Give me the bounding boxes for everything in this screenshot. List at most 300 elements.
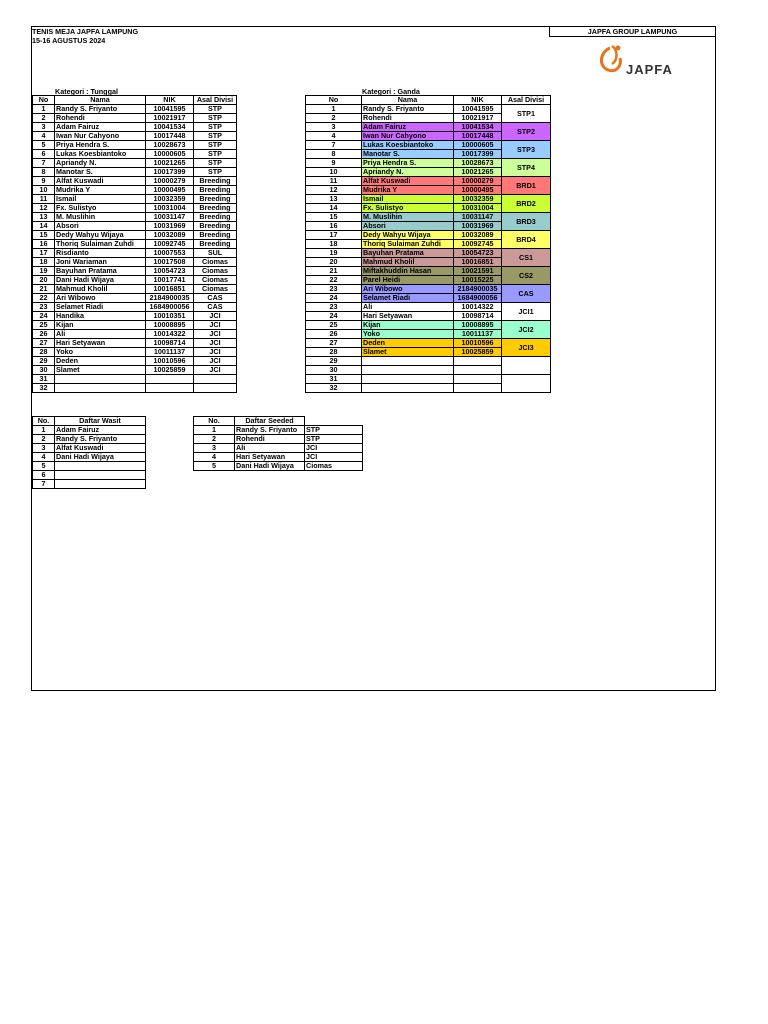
cell-wasit: Alfat Kuswadi (55, 444, 146, 453)
cell-divisi: STP (305, 426, 363, 435)
cell-nik: 10000605 (454, 141, 502, 150)
team-label: STP1 (502, 105, 551, 123)
cell-no: 30 (306, 366, 362, 375)
table-row (33, 177, 237, 186)
cell-no: 11 (306, 177, 362, 186)
cell-nik: 10041595 (454, 105, 502, 114)
cell-nama: Lukas Koesbiantoko (55, 150, 146, 159)
cell-nik: 10016851 (454, 258, 502, 267)
cell-no: 7 (306, 141, 362, 150)
cell-no: 26 (306, 330, 362, 339)
cell-nik: 10041534 (146, 123, 194, 132)
cell-no: 22 (306, 276, 362, 285)
cell-nik: 1684900056 (146, 303, 194, 312)
table-row (33, 123, 237, 132)
cell-nama: Mudrika Y (362, 186, 454, 195)
cell-nik: 10032089 (146, 231, 194, 240)
cell-no: 4 (33, 453, 55, 462)
cell-divisi: Ciomas (194, 267, 237, 276)
cell-no: 1 (33, 426, 55, 435)
cell-no: 27 (33, 339, 55, 348)
cell-nik: 10010351 (146, 312, 194, 321)
table-row (33, 462, 146, 471)
cell-no: 3 (306, 123, 362, 132)
cell-divisi: JCI (194, 339, 237, 348)
col-no: No (306, 96, 362, 105)
cell-nik: 10098714 (454, 312, 502, 321)
cell-nama: Adam Fairuz (362, 123, 454, 132)
cell-nik: 10000495 (146, 186, 194, 195)
cell-nik: 10011137 (454, 330, 502, 339)
table-row (33, 426, 146, 435)
cell-nama: Absori (55, 222, 146, 231)
cell-divisi: STP (305, 435, 363, 444)
cell-nama (55, 375, 146, 384)
cell-no: 25 (306, 321, 362, 330)
cell-divisi: JCI (194, 366, 237, 375)
cell-nama: Randy S. Friyanto (55, 105, 146, 114)
cell-no: 19 (306, 249, 362, 258)
table-row (33, 150, 237, 159)
col-no: No. (194, 417, 235, 426)
cell-nama: Slamet (55, 366, 146, 375)
cell-divisi: STP (194, 150, 237, 159)
table-row (33, 159, 237, 168)
cell-divisi: Breeding (194, 240, 237, 249)
table-row (33, 375, 237, 384)
cell-no: 2 (194, 435, 235, 444)
cell-nama: Apriandy N. (55, 159, 146, 168)
cell-no: 2 (306, 114, 362, 123)
table-row (33, 132, 237, 141)
table-row (306, 159, 551, 168)
cell-divisi: Breeding (194, 195, 237, 204)
table-row (33, 384, 237, 393)
singles-category: Kategori : Tunggal (55, 87, 118, 96)
cell-no: 7 (33, 480, 55, 489)
table-row (33, 249, 237, 258)
team-label: BRD3 (502, 213, 551, 231)
table-row (33, 222, 237, 231)
cell-nik: 10031969 (454, 222, 502, 231)
table-row (33, 195, 237, 204)
cell-no: 12 (306, 186, 362, 195)
cell-no: 1 (306, 105, 362, 114)
table-row (194, 426, 363, 435)
cell-divisi: Ciomas (194, 285, 237, 294)
cell-no: 6 (33, 471, 55, 480)
cell-no: 15 (306, 213, 362, 222)
cell-no: 24 (33, 312, 55, 321)
cell-no: 29 (306, 357, 362, 366)
cell-nik: 2184900035 (454, 285, 502, 294)
event-date: 15-16 AGUSTUS 2024 (32, 36, 106, 45)
doubles-header-row (306, 96, 551, 105)
cell-nama: Bayuhan Pratama (55, 267, 146, 276)
table-row (33, 213, 237, 222)
cell-nama: Alfat Kuswadi (55, 177, 146, 186)
table-row (33, 330, 237, 339)
cell-nama: Rohendi (55, 114, 146, 123)
cell-nama: Absori (362, 222, 454, 231)
cell-nama: Mahmud Kholil (55, 285, 146, 294)
cell-divisi: JCI (305, 444, 363, 453)
cell-divisi: JCI (194, 321, 237, 330)
cell-nik (454, 384, 502, 393)
team-label: BRD4 (502, 231, 551, 249)
table-row (306, 375, 551, 384)
cell-divisi: JCI (305, 453, 363, 462)
cell-divisi (194, 384, 237, 393)
cell-nik: 10092745 (454, 240, 502, 249)
cell-wasit: Dani Hadi Wijaya (55, 453, 146, 462)
cell-divisi: STP (194, 132, 237, 141)
cell-nik: 10098714 (146, 339, 194, 348)
cell-no: 25 (33, 321, 55, 330)
table-row (33, 303, 237, 312)
cell-nik: 10017448 (146, 132, 194, 141)
cell-nik: 10007553 (146, 249, 194, 258)
event-title: TENIS MEJA JAPFA LAMPUNG (32, 27, 139, 36)
cell-nama: Ali (55, 330, 146, 339)
cell-nik: 10016851 (146, 285, 194, 294)
cell-nik: 10054723 (146, 267, 194, 276)
cell-nik (146, 375, 194, 384)
cell-nik: 10021917 (146, 114, 194, 123)
wasit-header-row (33, 417, 146, 426)
table-row (33, 276, 237, 285)
table-row (306, 123, 551, 132)
cell-no: 17 (33, 249, 55, 258)
cell-nik: 2184900035 (146, 294, 194, 303)
team-label: CS2 (502, 267, 551, 285)
table-row (306, 339, 551, 348)
cell-nik: 10015225 (454, 276, 502, 285)
seeded-header-row (194, 417, 363, 426)
cell-divisi: Breeding (194, 186, 237, 195)
cell-nik: 10000605 (146, 150, 194, 159)
table-row (33, 357, 237, 366)
cell-no: 28 (306, 348, 362, 357)
cell-no: 4 (194, 453, 235, 462)
cell-nik: 10031004 (146, 204, 194, 213)
col-nama: Nama (55, 96, 146, 105)
cell-nama: Dedy Wahyu Wijaya (55, 231, 146, 240)
table-row (33, 339, 237, 348)
table-row (33, 435, 146, 444)
cell-seeded: Dani Hadi Wijaya (235, 462, 305, 471)
cell-no: 10 (306, 168, 362, 177)
cell-nik: 10017508 (146, 258, 194, 267)
table-row (306, 267, 551, 276)
cell-nik: 10000279 (454, 177, 502, 186)
cell-no: 19 (33, 267, 55, 276)
cell-nama: Rohendi (362, 114, 454, 123)
cell-nik: 10028673 (146, 141, 194, 150)
table-row (194, 444, 363, 453)
cell-divisi: Ciomas (194, 258, 237, 267)
team-label: BRD1 (502, 177, 551, 195)
wasit-table (32, 416, 146, 489)
table-row (306, 285, 551, 294)
cell-nik: 10028673 (454, 159, 502, 168)
cell-nama: Priya Hendra S. (362, 159, 454, 168)
cell-no: 15 (33, 231, 55, 240)
cell-nik (454, 366, 502, 375)
cell-no: 1 (33, 105, 55, 114)
team-label (502, 375, 551, 393)
cell-nama: Dedy Wahyu Wijaya (362, 231, 454, 240)
cell-nama: Fx. Sulistyo (55, 204, 146, 213)
table-row (33, 231, 237, 240)
cell-nama: Fx. Sulistyo (362, 204, 454, 213)
team-label: CAS (502, 285, 551, 303)
cell-nama: Yoko (55, 348, 146, 357)
cell-no: 20 (33, 276, 55, 285)
cell-divisi: Breeding (194, 222, 237, 231)
seeded-table (193, 416, 363, 471)
table-row (306, 105, 551, 114)
cell-divisi: STP (194, 123, 237, 132)
cell-nik: 10031147 (146, 213, 194, 222)
cell-no: 28 (33, 348, 55, 357)
cell-wasit (55, 480, 146, 489)
cell-no: 30 (33, 366, 55, 375)
cell-nama (362, 366, 454, 375)
cell-divisi: SUL (194, 249, 237, 258)
cell-no: 5 (33, 462, 55, 471)
cell-nik: 10041534 (454, 123, 502, 132)
table-row (33, 204, 237, 213)
col-wasit: Daftar Wasit (55, 417, 146, 426)
table-row (306, 303, 551, 312)
col-no: No. (33, 417, 55, 426)
cell-no: 13 (306, 195, 362, 204)
cell-nik: 10032359 (146, 195, 194, 204)
cell-no: 31 (33, 375, 55, 384)
cell-nama: Thoriq Sulaiman Zuhdi (362, 240, 454, 249)
cell-nama: Dani Hadi Wijaya (55, 276, 146, 285)
cell-nama: Manotar S. (362, 150, 454, 159)
cell-no: 3 (194, 444, 235, 453)
team-label: STP2 (502, 123, 551, 141)
cell-no: 14 (306, 204, 362, 213)
cell-nik: 10021591 (454, 267, 502, 276)
table-row (33, 267, 237, 276)
table-row (33, 294, 237, 303)
table-row (306, 213, 551, 222)
cell-divisi: JCI (194, 330, 237, 339)
cell-nama: Kijan (362, 321, 454, 330)
cell-no: 1 (194, 426, 235, 435)
cell-nik: 10014322 (454, 303, 502, 312)
cell-no: 24 (306, 294, 362, 303)
cell-nik: 10017741 (146, 276, 194, 285)
table-row (194, 435, 363, 444)
cell-nik: 10032359 (454, 195, 502, 204)
cell-no: 32 (306, 384, 362, 393)
cell-no: 3 (33, 444, 55, 453)
cell-seeded: Rohendi (235, 435, 305, 444)
doubles-category: Kategori : Ganda (362, 87, 420, 96)
col-no: No (33, 96, 55, 105)
cell-divisi: STP (194, 168, 237, 177)
cell-wasit (55, 462, 146, 471)
col-nama: Nama (362, 96, 454, 105)
cell-divisi: JCI (194, 312, 237, 321)
col-seeded: Daftar Seeded (235, 417, 305, 426)
cell-nama (55, 384, 146, 393)
cell-divisi: STP (194, 141, 237, 150)
table-row (33, 453, 146, 462)
cell-nik: 10025859 (146, 366, 194, 375)
cell-no: 16 (306, 222, 362, 231)
cell-divisi: Breeding (194, 231, 237, 240)
cell-nik: 10031004 (454, 204, 502, 213)
team-label: JCI1 (502, 303, 551, 321)
cell-nama: Hari Setyawan (362, 312, 454, 321)
table-row (33, 348, 237, 357)
team-label: STP4 (502, 159, 551, 177)
cell-seeded: Randy S. Friyanto (235, 426, 305, 435)
cell-divisi: STP (194, 114, 237, 123)
cell-nama: Randy S. Friyanto (362, 105, 454, 114)
table-row (33, 321, 237, 330)
table-row (306, 357, 551, 366)
cell-no: 23 (306, 285, 362, 294)
cell-nama: Selamet Riadi (362, 294, 454, 303)
cell-divisi: STP (194, 105, 237, 114)
singles-table (32, 95, 237, 393)
cell-nik: 10000495 (454, 186, 502, 195)
cell-nama: Bayuhan Pratama (362, 249, 454, 258)
cell-no: 9 (33, 177, 55, 186)
cell-nik: 10025859 (454, 348, 502, 357)
cell-divisi: CAS (194, 294, 237, 303)
cell-nama: Risdianto (55, 249, 146, 258)
team-label (502, 357, 551, 375)
cell-no: 24 (306, 312, 362, 321)
japfa-logo (596, 40, 686, 80)
cell-wasit: Randy S. Friyanto (55, 435, 146, 444)
cell-nik: 10021265 (454, 168, 502, 177)
cell-no: 23 (306, 303, 362, 312)
cell-no: 4 (306, 132, 362, 141)
cell-no: 29 (33, 357, 55, 366)
cell-no: 11 (33, 195, 55, 204)
table-row (33, 258, 237, 267)
doubles-table (305, 95, 551, 393)
table-row (33, 312, 237, 321)
table-row (33, 186, 237, 195)
cell-nama (362, 357, 454, 366)
cell-no: 10 (33, 186, 55, 195)
cell-nama: Kijan (55, 321, 146, 330)
cell-nik: 10008895 (146, 321, 194, 330)
cell-no: 14 (33, 222, 55, 231)
cell-nama: Ali (362, 303, 454, 312)
cell-nama: Priya Hendra S. (55, 141, 146, 150)
cell-divisi: Breeding (194, 204, 237, 213)
cell-nama: Apriandy N. (362, 168, 454, 177)
cell-nik: 10017399 (146, 168, 194, 177)
cell-nama: Selamet Riadi (55, 303, 146, 312)
cell-nama: Ismail (362, 195, 454, 204)
team-label: STP3 (502, 141, 551, 159)
cell-no: 21 (306, 267, 362, 276)
cell-no: 2 (33, 435, 55, 444)
table-row (33, 480, 146, 489)
cell-nik: 10017448 (454, 132, 502, 141)
cell-no: 6 (33, 150, 55, 159)
cell-no: 12 (33, 204, 55, 213)
table-row (306, 177, 551, 186)
table-row (306, 195, 551, 204)
cell-nama: Parel Heidi (362, 276, 454, 285)
cell-nik: 10010596 (454, 339, 502, 348)
cell-no: 9 (306, 159, 362, 168)
table-row (33, 168, 237, 177)
team-label: JCI2 (502, 321, 551, 339)
cell-nama: Deden (55, 357, 146, 366)
cell-no: 13 (33, 213, 55, 222)
cell-no: 21 (33, 285, 55, 294)
cell-no: 23 (33, 303, 55, 312)
cell-nik: 10031969 (146, 222, 194, 231)
cell-nik: 10010596 (146, 357, 194, 366)
cell-nama: M. Muslihin (55, 213, 146, 222)
cell-no: 7 (33, 159, 55, 168)
cell-nik: 10092745 (146, 240, 194, 249)
cell-nama: Deden (362, 339, 454, 348)
cell-nama: Yoko (362, 330, 454, 339)
cell-nik: 10014322 (146, 330, 194, 339)
table-row (33, 240, 237, 249)
cell-divisi: CAS (194, 303, 237, 312)
cell-no: 18 (33, 258, 55, 267)
cell-nama: Ismail (55, 195, 146, 204)
table-row (33, 444, 146, 453)
col-divisi: Asal Divisi (502, 96, 551, 105)
cell-nama: Mudrika Y (55, 186, 146, 195)
cell-nama: Manotar S. (55, 168, 146, 177)
cell-nama: Iwan Nur Cahyono (55, 132, 146, 141)
cell-no: 18 (306, 240, 362, 249)
table-row (33, 471, 146, 480)
col-divisi: Asal Divisi (194, 96, 237, 105)
cell-no: 2 (33, 114, 55, 123)
cell-divisi: Ciomas (194, 276, 237, 285)
cell-no: 32 (33, 384, 55, 393)
cell-divisi: Breeding (194, 177, 237, 186)
col-blank (305, 417, 363, 426)
cell-divisi: STP (194, 159, 237, 168)
table-row (33, 366, 237, 375)
cell-divisi: JCI (194, 357, 237, 366)
cell-nik: 10017399 (454, 150, 502, 159)
cell-nik: 10021917 (454, 114, 502, 123)
cell-divisi: JCI (194, 348, 237, 357)
cell-no: 17 (306, 231, 362, 240)
cell-nama: Thoriq Sulaiman Zuhdi (55, 240, 146, 249)
team-label: CS1 (502, 249, 551, 267)
table-row (33, 285, 237, 294)
cell-nik: 10031147 (454, 213, 502, 222)
cell-no: 27 (306, 339, 362, 348)
col-nik: NIK (146, 96, 194, 105)
table-row (33, 141, 237, 150)
cell-nama: M. Muslihin (362, 213, 454, 222)
